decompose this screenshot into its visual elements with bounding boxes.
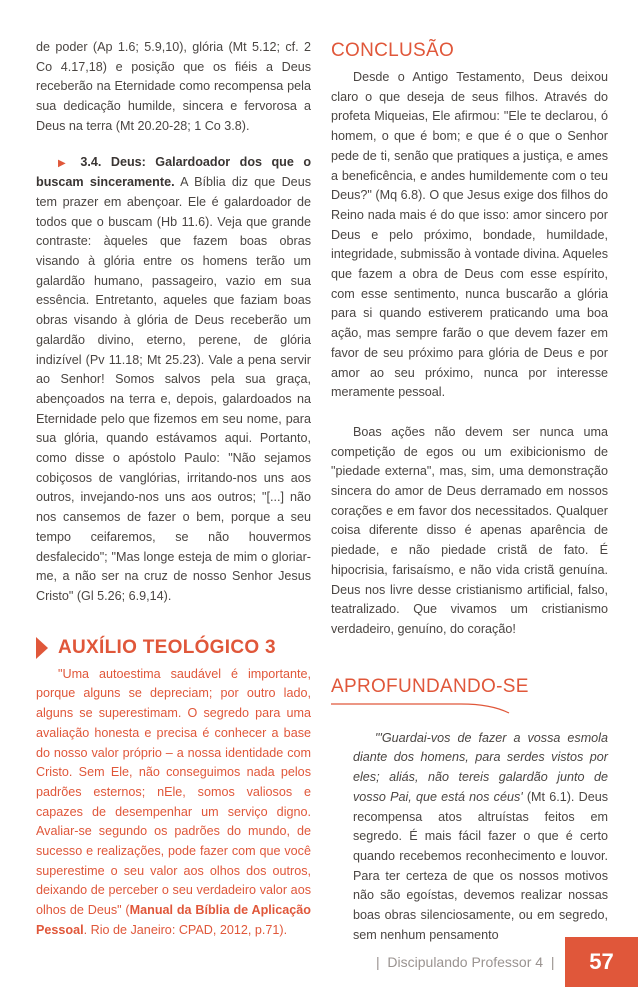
title-swoosh-underline: [331, 700, 511, 714]
section-3-4: [36, 153, 311, 607]
auxilio-teologico-heading: [36, 637, 311, 659]
aprofundando-body: (Mt 6.1). Deus recompensa atos altruístas feitos em segredo. É mais fácil fazer o que é certo quando recebemos reconhecimento e louvor. Para ter certeza de que os nossos motivos não são egoístas, devemos realizar nossas boas obras silenciosamente, ou em segredo, sem nenhum pensamento: [353, 789, 608, 942]
triangle-arrow-icon: [36, 637, 48, 659]
page-footer: [360, 937, 638, 987]
auxilio-quote: [36, 665, 311, 941]
auxilio-teologico-title: AUXÍLIO TEOLÓGICO 3: [58, 636, 276, 658]
section-3-4-heading: 3.4. Deus: Galardoador dos que o buscam sinceramente.: [36, 154, 312, 190]
auxilio-quote-text: "Uma autoestima saudável é importante, porque alguns se depreciam; por outro lado, alguns se superestimam. O segredo para uma avaliação honesta e precisa é conhecer a base do nosso valor próprio – a nossa identidade com Cristo. Sem Ele, não conseguimos nada pelos padrões esternos; nEle, somos valiosos e capazes de desempenhar um serviço digno. Avaliar-se segundo os padrões do mundo, de sucesso e realizações, pode fazer com que você superestime o seu valor aos olhos dos outros, deixando de perceber o seu verdadeiro valor aos olhos de Deus" (: [36, 666, 311, 918]
footer-separator-2: |: [550, 954, 555, 970]
aprofundando-title: APROFUNDANDO-SE: [331, 675, 529, 697]
conclusao-paragraph-2: Boas ações não devem ser nunca uma competição de egos ou um exibicionismo de "piedade externa", mas, sim, uma demonstração sincera do amor de Deus derramado em nossos corações e em favor dos necessitados. Qualquer coisa diferente disso é apenas aparência de piedade, e não piedade cristã de fato. É hipocrisia, farisaísmo, e não vida cristã genuína. Deus nos livre desse cristianismo artificial, falso, teatralizado. Que vivamos um cristianismo verdadeiro, genuíno, do coração!: [331, 424, 608, 636]
conclusao-title: CONCLUSÃO: [331, 40, 455, 61]
paragraph-reward: de poder (Ap 1.6; 5.9,10), glória (Mt 5.12; cf. 2 Co 4.17,18) e posição que os fiéis a Deus receberão na Eternidade como recompensa pela sua dedicação humilde, sincera e fervorosa a Deus na terra (Mt 20.20-28; 1 Co 3.8).: [36, 40, 311, 133]
auxilio-book-title: Manual da Bíblia de Aplicação Pessoal: [36, 903, 311, 937]
aprofundando-paragraph: [353, 729, 608, 946]
conclusao-paragraph-1: Desde o Antigo Testamento, Deus deixou claro o que deseja de seus filhos. Através do profeta Miqueias, Ele afirmou: "Ele te declarou, ó homem, o que é bom; e que é o que o Senhor pede de ti, senão que pratiques a justiça, e ames a beneficência, e andes humildemente com o teu Deus?" (Mq 6.8). O que Jesus exige dos filhos do Reino nada mais é do que isso: amor sincero por Deus e pelo próximo, bondade, humildade, integridade, submissão à vontade divina. Aqueles que fazem a obra de Deus com esse espírito, com esse sentimento, nunca buscarão a glória para si quando estiverem praticando uma boa ação, mas sempre farão o que devem fazer em favor de seu próximo para glória de Deus e por amor ao seu próximo, nunca por interesse meramente pessoal.: [331, 70, 608, 400]
auxilio-reference: . Rio de Janeiro: CPAD, 2012, p.71).: [83, 922, 288, 937]
page-number: 57: [589, 949, 614, 974]
section-arrow-icon: ▶: [58, 157, 81, 169]
footer-magazine-line: [376, 937, 554, 987]
footer-magazine-name: Discipulando Professor 4: [387, 954, 544, 970]
footer-separator: |: [376, 954, 380, 970]
aprofundando-quote: "'Guardai-vos de fazer a vossa esmola diante dos homens, para serdes vistos por eles; aliás, não tereis galardão junto de vosso Pai, que está nos céus': [353, 730, 608, 804]
page-number-tab: [565, 937, 638, 987]
section-3-4-body: A Bíblia diz que Deus tem prazer em abençoar. Ele é galardoador de todos que o buscam (Hb 11.6). Veja que grande contraste: àqueles que fazem boas obras visando à glória entre os homens terão um galardão humano, passageiro, vazio em sua essência. Entretanto, aqueles que faziam boas obras visando à glória de Deus receberão um galardão divino, eterno, perene, de glória indizível (Pv 11.18; Mt 25.23). Vale a pena servir ao Senhor! Somos salvos pela sua graça, abençoados na terra e, depois, galardoados na Eternidade pelo que fizemos em seu nome, para sua glória, quando estávamos aqui. Portanto, como disse o apóstolo Paulo: "Não sejamos cobiçosos de vanglórias, irritando-nos uns aos outros, invejando-nos uns aos outros; "[...] não nos cansemos de fazer o bem, porque a seu tempo ceifaremos, se não houvermos desfalecido"; "Mas longe esteja de mim o gloriar-me, a não ser na cruz de nosso Senhor Jesus Cristo" (Gl 5.26; 6.9,14).: [36, 175, 311, 603]
right-column: [331, 0, 608, 945]
left-column: [36, 0, 311, 941]
